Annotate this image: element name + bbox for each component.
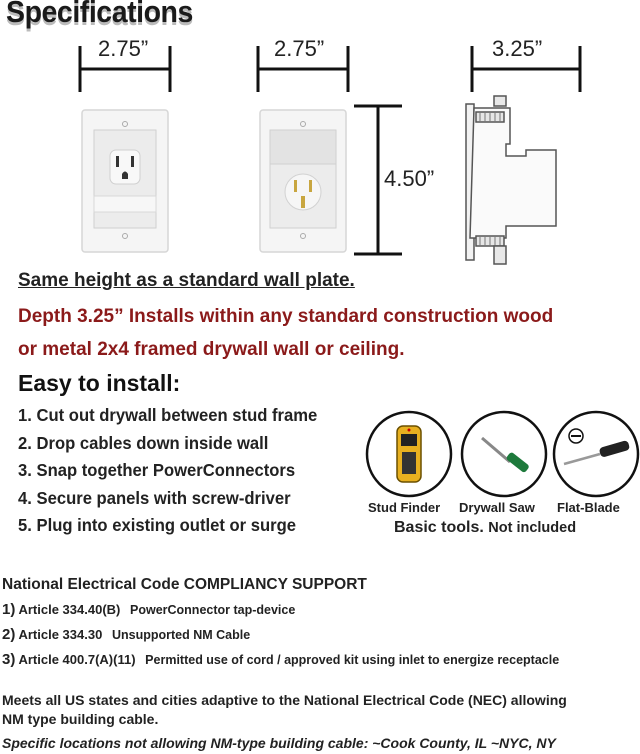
not-included-text: Not included: [488, 520, 577, 536]
article-title: Article 334.40(B): [18, 602, 121, 617]
article-description: Unsupported NM Cable: [111, 628, 251, 642]
depth-note-line1: Depth 3.25” Installs within any standard construction wood: [18, 306, 554, 327]
list-item: 3. Snap together PowerConnectors: [18, 460, 296, 480]
height-label: 4.50”: [384, 166, 435, 191]
meets-line1: Meets all US states and cities adaptive to the National Electrical Code (NEC) allowing: [2, 692, 567, 708]
article-number: 1): [2, 601, 16, 618]
basic-tools-note: [394, 519, 576, 537]
nec-heading: National Electrical Code COMPLIANCY SUPPORT: [2, 576, 367, 593]
screwdriver-icon: [554, 412, 638, 496]
side-profile: [466, 96, 556, 264]
page-title: Specifications: [6, 0, 193, 29]
tools-illustration: [364, 408, 640, 500]
article-row: [2, 626, 250, 643]
basic-tools-text: Basic tools.: [394, 519, 484, 536]
article-title: Article 400.7(A)(11): [18, 652, 136, 667]
article-number: 3): [2, 651, 16, 668]
nec-compliance-note: [2, 691, 638, 729]
article-description: PowerConnector tap-device: [130, 603, 296, 617]
depth-label: 3.25”: [492, 36, 543, 61]
article-description: Permitted use of cord / approved kit using inlet to energize receptacle: [145, 653, 560, 667]
list-item: 1. Cut out drywall between stud frame: [18, 405, 318, 425]
article-title: Article 334.30: [18, 627, 103, 642]
article-number: 2): [2, 626, 16, 643]
width-front-label: 2.75”: [98, 36, 149, 61]
article-row: [2, 651, 559, 668]
restricted-locations-note: Specific locations not allowing NM-type building cable: ~Cook County, IL ~NYC, NY: [2, 735, 556, 751]
tool-label-drywall-saw: Drywall Saw: [459, 500, 535, 515]
tool-label-flat-blade: Flat-Blade: [557, 500, 620, 515]
depth-note-line2: or metal 2x4 framed drywall wall or ceiling.: [18, 339, 405, 360]
install-steps: [18, 404, 333, 542]
meets-line2: NM type building cable.: [2, 711, 159, 727]
easy-install-heading: Easy to install:: [18, 370, 181, 396]
drywall-saw-icon: [462, 412, 546, 496]
list-item: 4. Secure panels with screw-driver: [18, 487, 291, 508]
back-wall-plate: [260, 110, 346, 252]
front-wall-plate: [82, 110, 168, 252]
stud-finder-icon: [367, 412, 451, 496]
width-back-label: 2.75”: [274, 36, 325, 61]
list-item: 5. Plug into existing outlet or surge: [18, 515, 297, 535]
depth-note: [18, 300, 638, 366]
same-height-note: Same height as a standard wall plate.: [18, 270, 355, 291]
list-item: 2. Drop cables down inside wall: [18, 432, 269, 453]
tool-label-stud-finder: Stud Finder: [368, 500, 441, 515]
article-row: [2, 601, 295, 618]
